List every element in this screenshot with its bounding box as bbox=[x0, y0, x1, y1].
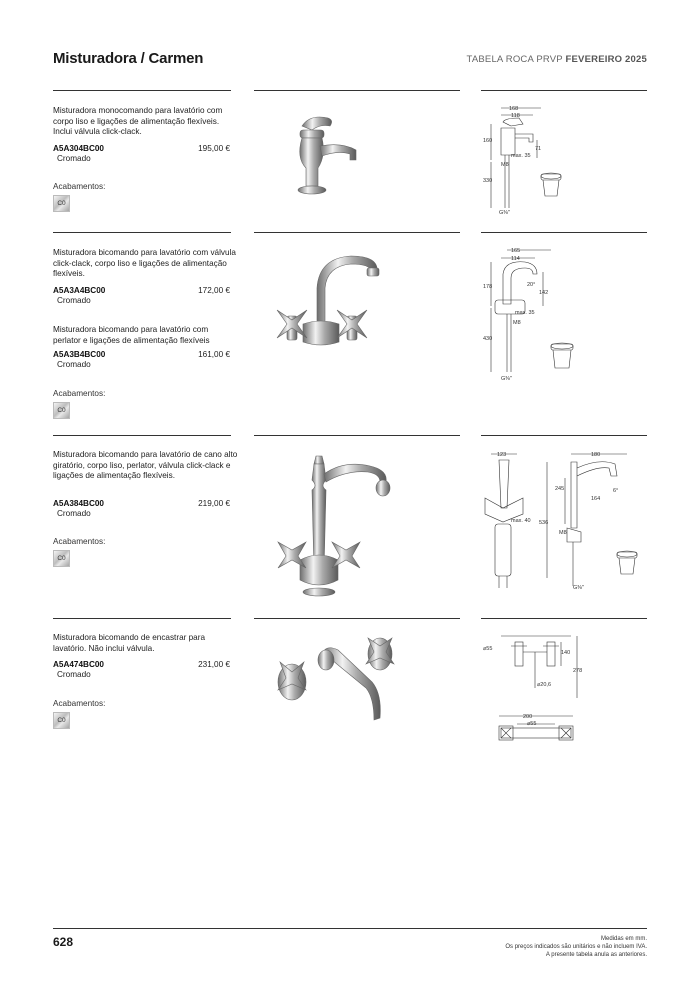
acabamentos-label: Acabamentos: bbox=[53, 389, 106, 398]
svg-text:max. 35: max. 35 bbox=[515, 310, 535, 316]
technical-drawing-3 bbox=[481, 448, 647, 596]
acabamentos-label: Acabamentos: bbox=[53, 537, 106, 546]
product-image-cano-alto bbox=[274, 450, 404, 598]
svg-text:G⅜": G⅜" bbox=[573, 585, 584, 591]
section-rule bbox=[481, 618, 647, 619]
svg-text:G⅜": G⅜" bbox=[499, 210, 510, 216]
product-description: Misturadora bicomando para lavatório com perlator e ligações de alimentação flexíveis bbox=[53, 325, 210, 345]
svg-text:200: 200 bbox=[523, 714, 533, 720]
finish-swatch: C0 bbox=[53, 195, 70, 212]
finish-swatch: C0 bbox=[53, 550, 70, 567]
product-finish: Cromado bbox=[57, 360, 91, 369]
tabela-label: TABELA ROCA PRVP bbox=[466, 54, 563, 65]
product-price: 195,00 € bbox=[198, 144, 230, 153]
svg-text:20°: 20° bbox=[527, 282, 536, 288]
finish-swatch: C0 bbox=[53, 402, 70, 419]
section-rule bbox=[53, 232, 231, 233]
svg-text:245: 245 bbox=[555, 486, 565, 492]
product-price: 219,00 € bbox=[198, 499, 230, 508]
product-price: 172,00 € bbox=[198, 286, 230, 295]
svg-text:M8: M8 bbox=[501, 162, 509, 168]
product-image-bicomando bbox=[255, 248, 385, 358]
svg-text:178: 178 bbox=[483, 284, 493, 290]
product-code: A5A304BC00 bbox=[53, 144, 104, 153]
svg-text:123: 123 bbox=[497, 452, 507, 458]
finish-swatch: C0 bbox=[53, 712, 70, 729]
footer-rule bbox=[53, 928, 647, 929]
svg-text:330: 330 bbox=[483, 178, 493, 184]
footnote-prices: Os preços indicados são unitários e não incluem IVA. bbox=[505, 944, 647, 950]
footnote-units: Medidas em mm. bbox=[600, 936, 647, 942]
acabamentos-label: Acabamentos: bbox=[53, 699, 106, 708]
section-rule bbox=[53, 90, 231, 91]
technical-drawing-2 bbox=[481, 244, 647, 384]
edition-label: FEVEREIRO 2025 bbox=[565, 54, 647, 65]
svg-text:430: 430 bbox=[483, 336, 493, 342]
page-number: 628 bbox=[53, 935, 74, 949]
svg-text:278: 278 bbox=[573, 668, 583, 674]
section-rule bbox=[254, 618, 460, 619]
section-rule bbox=[254, 232, 460, 233]
page-title: Misturadora / Carmen bbox=[53, 50, 204, 67]
product-finish: Cromado bbox=[57, 154, 91, 163]
product-finish: Cromado bbox=[57, 296, 91, 305]
product-code: A5A3B4BC00 bbox=[53, 350, 106, 359]
section-rule bbox=[481, 435, 647, 436]
product-image-monocomando bbox=[290, 108, 362, 200]
svg-text:⌀20,6: ⌀20,6 bbox=[537, 682, 552, 688]
svg-text:G⅜": G⅜" bbox=[501, 376, 512, 382]
product-finish: Cromado bbox=[57, 509, 91, 518]
acabamentos-label: Acabamentos: bbox=[53, 182, 106, 191]
svg-text:M8: M8 bbox=[513, 320, 521, 326]
svg-text:6°: 6° bbox=[613, 488, 619, 494]
svg-text:164: 164 bbox=[591, 496, 601, 502]
svg-text:142: 142 bbox=[539, 290, 549, 296]
product-finish: Cromado bbox=[57, 670, 91, 679]
svg-text:71: 71 bbox=[535, 146, 542, 152]
svg-text:⌀55: ⌀55 bbox=[527, 721, 537, 727]
svg-text:118: 118 bbox=[511, 113, 520, 119]
section-rule bbox=[254, 435, 460, 436]
product-image-encastrar bbox=[262, 632, 402, 728]
product-code: A5A474BC00 bbox=[53, 660, 104, 669]
product-description: Misturadora bicomando de encastrar para lavatório. Não inclui válvula. bbox=[53, 633, 206, 653]
svg-text:⌀55: ⌀55 bbox=[483, 646, 493, 652]
product-code: A5A384BC00 bbox=[53, 499, 104, 508]
svg-text:180: 180 bbox=[591, 452, 601, 458]
section-rule bbox=[254, 90, 460, 91]
svg-text:160: 160 bbox=[483, 138, 493, 144]
product-description: Misturadora bicomando para lavatório de cano alto giratório, corpo liso, perlator, válvula click-clack e ligações de alimentação flexíveis. bbox=[53, 450, 238, 480]
svg-text:536: 536 bbox=[539, 520, 549, 526]
technical-drawing-1 bbox=[481, 100, 647, 218]
svg-text:max. 40: max. 40 bbox=[511, 518, 531, 524]
svg-text:114: 114 bbox=[511, 256, 520, 262]
svg-text:140: 140 bbox=[561, 650, 571, 656]
price-list-header bbox=[467, 54, 647, 65]
section-rule bbox=[481, 90, 647, 91]
section-rule bbox=[481, 232, 647, 233]
svg-text:M8: M8 bbox=[559, 530, 567, 536]
product-description: Misturadora bicomando para lavatório com válvula click-clack, corpo liso e ligações de alimentação flexíveis. bbox=[53, 248, 236, 278]
product-code: A5A3A4BC00 bbox=[53, 286, 106, 295]
section-rule bbox=[53, 618, 231, 619]
product-description: Misturadora monocomando para lavatório com corpo liso e ligações de alimentação flexíveis. Inclui válvula click-clack. bbox=[53, 106, 223, 136]
technical-drawing-4 bbox=[481, 628, 647, 748]
product-price: 231,00 € bbox=[198, 660, 230, 669]
svg-text:168: 168 bbox=[509, 106, 519, 112]
svg-text:165: 165 bbox=[511, 248, 521, 254]
footnote-supersedes: A presente tabela anula as anteriores. bbox=[545, 952, 647, 958]
product-price: 161,00 € bbox=[198, 350, 230, 359]
section-rule bbox=[53, 435, 231, 436]
svg-text:max. 35: max. 35 bbox=[511, 153, 531, 159]
